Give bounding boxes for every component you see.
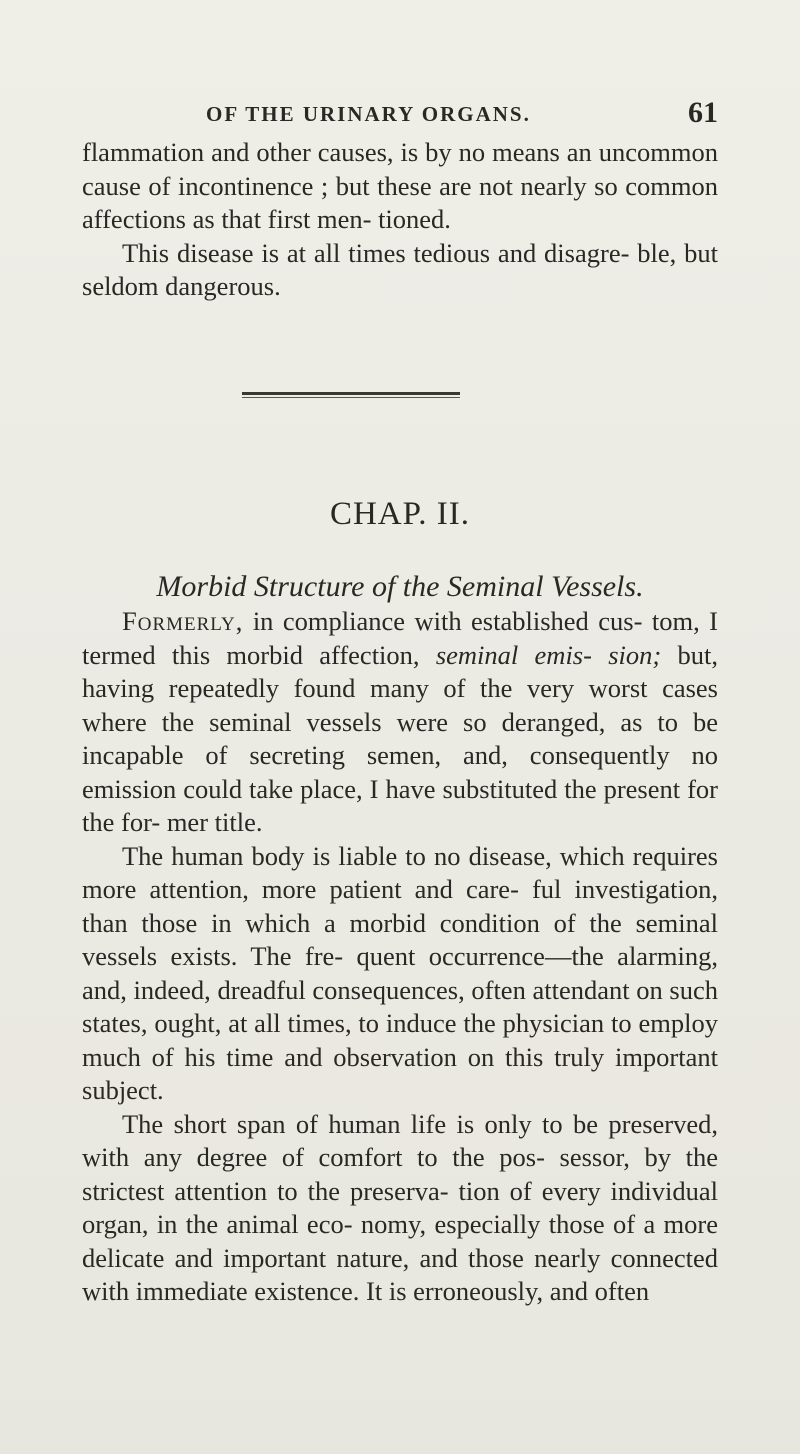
paragraph-formerly-text-a: in compliance with established cus- tom, I termed this morbid affection, [82, 606, 718, 670]
paragraph-formerly [82, 605, 718, 840]
paragraph-human-body: The human body is liable to no disease, which requires more attention, more patient and care- ful investigation, than those in which a morbid condition of the seminal vessels exists. The fre- quent occurrence—the alarming, and, indeed, dreadful consequences, often attendant on such states, ought, at all times, to induce the physician to employ much of his time and observation on this truly important subject. [82, 840, 718, 1105]
continued-text [82, 136, 718, 304]
paragraph-continued: flammation and other causes, is by no means an uncommon cause of incontinence ; but these are not nearly so common affections as that first men- tioned. [82, 137, 718, 234]
divider-thick-rule [242, 392, 460, 395]
chapter-heading: CHAP. II. [329, 496, 471, 532]
chapter-subtitle: Morbid Structure of the Seminal Vessels. [156, 570, 644, 603]
paragraph-short-span: The short span of human life is only to be preserved, with any degree of comfort to the pos- sessor, by the strictest attention to the preserva- tion of every individual organ, in the animal eco- nomy, especially those of a more delicate and important nature, and those nearly connected with immediate existence. It is erroneously, and often [82, 1108, 718, 1306]
paragraph-disease-note: This disease is at all times tedious and disagre- ble, but seldom dangerous. [82, 237, 718, 301]
section-divider [242, 392, 460, 398]
running-head: OF THE URINARY ORGANS. [206, 102, 531, 126]
page-header [170, 96, 718, 134]
divider-thin-rule [242, 397, 460, 398]
italic-term: seminal emis- sion; [435, 639, 662, 670]
paragraph-formerly-text-b: but, having repeatedly found many of the very worst cases where the seminal vessels were so deranged, as to be incapable of secreting semen, and, consequently no emission could take place, I have substituted the present for the for- mer title. [82, 639, 718, 837]
chapter-body [82, 605, 718, 1309]
page-number: 61 [688, 96, 718, 129]
lead-word: Formerly, [122, 606, 244, 636]
